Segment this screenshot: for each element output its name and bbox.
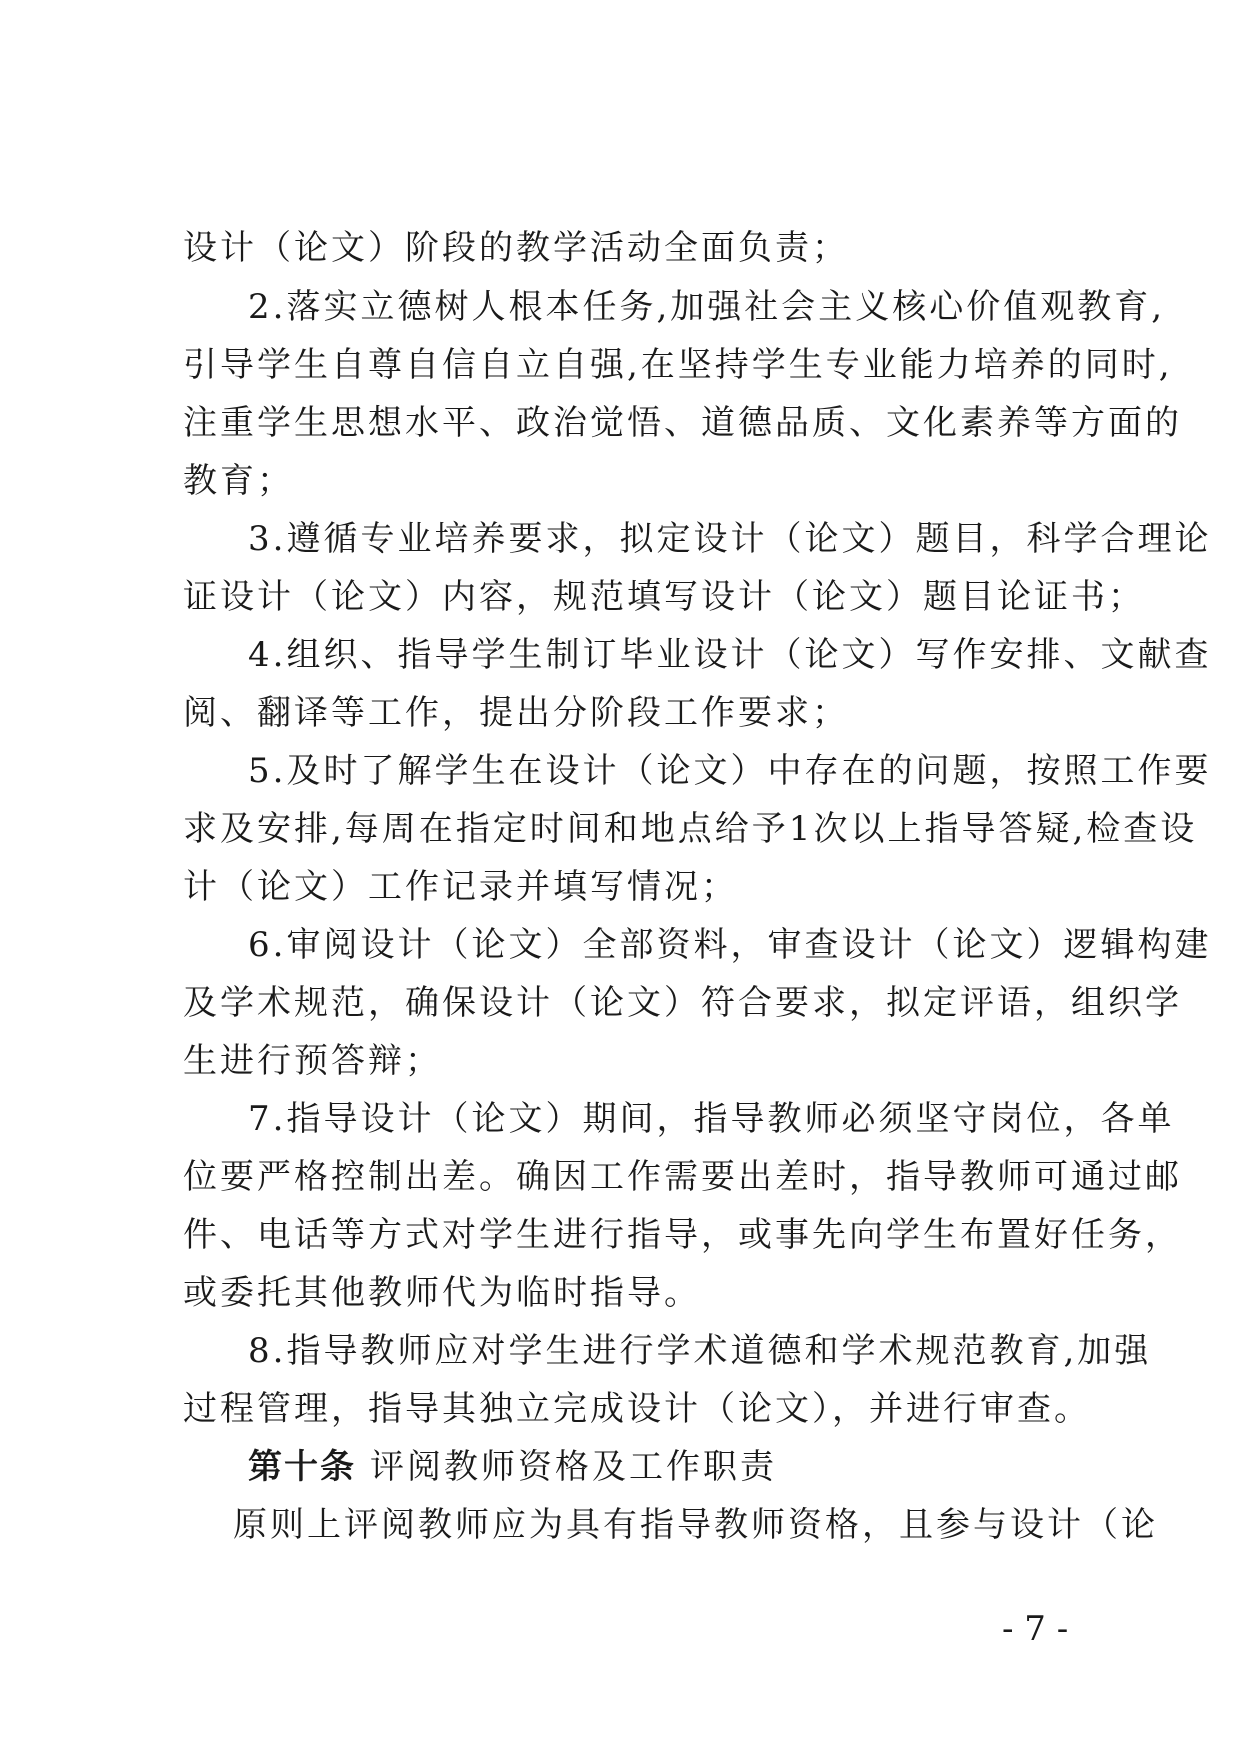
page-number: - 7 -: [1002, 1609, 1069, 1649]
text-line: 过程管理，指导其独立完成设计（论文），并进行审查。: [183, 1389, 1091, 1429]
text-line: 位要严格控制出差。确因工作需要出差时，指导教师可通过邮: [183, 1157, 1182, 1197]
text-line: 件、电话等方式对学生进行指导，或事先向学生布置好任务，: [183, 1215, 1182, 1255]
text-line: 证设计（论文）内容，规范填写设计（论文）题目论证书；: [183, 577, 1145, 617]
text-line: 原则上评阅教师应为具有指导教师资格，且参与设计（论: [233, 1505, 1158, 1545]
article-heading: [248, 1447, 777, 1487]
text-line: 2.落实立德树人根本任务,加强社会主义核心价值观教育,: [248, 287, 1166, 327]
text-line: 注重学生思想水平、政治觉悟、道德品质、文化素养等方面的: [183, 403, 1182, 443]
text-line: 及学术规范，确保设计（论文）符合要求，拟定评语，组织学: [183, 983, 1182, 1023]
text-line: 阅、翻译等工作，提出分阶段工作要求；: [183, 693, 849, 733]
text-line: 引导学生自尊自信自立自强,在坚持学生专业能力培养的同时,: [183, 345, 1173, 385]
text-line: 生进行预答辩；: [183, 1041, 442, 1081]
article-heading-text: 评阅教师资格及工作职责: [370, 1447, 777, 1487]
text-line: 求及安排,每周在指定时间和地点给予1次以上指导答疑,检查设: [183, 809, 1198, 849]
text-line: 设计（论文）阶段的教学活动全面负责；: [183, 228, 849, 268]
text-line: 6.审阅设计（论文）全部资料，审查设计（论文）逻辑构建: [248, 925, 1212, 965]
text-line: 教育；: [183, 461, 294, 501]
text-line: 3.遵循专业培养要求，拟定设计（论文）题目，科学合理论: [248, 519, 1212, 559]
text-line: 或委托其他教师代为临时指导。: [183, 1273, 701, 1313]
text-line: 8.指导教师应对学生进行学术道德和学术规范教育,加强: [248, 1331, 1152, 1371]
text-line: 5.及时了解学生在设计（论文）中存在的问题，按照工作要: [248, 751, 1212, 791]
text-line: 7.指导设计（论文）期间，指导教师必须坚守岗位，各单: [248, 1099, 1175, 1139]
text-line: 4.组织、指导学生制订毕业设计（论文）写作安排、文献查: [248, 635, 1212, 675]
article-number: 第十条: [248, 1447, 356, 1487]
text-line: 计（论文）工作记录并填写情况；: [183, 867, 738, 907]
